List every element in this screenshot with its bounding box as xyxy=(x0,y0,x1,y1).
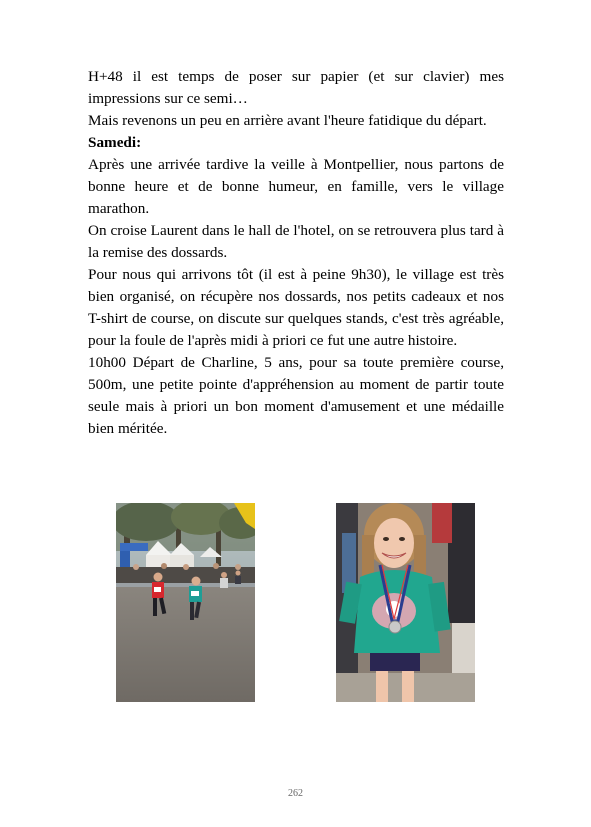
paragraph-laurent: On croise Laurent dans le hall de l'hotel, on se retrouvera plus tard à la remise des dossards. xyxy=(88,222,504,261)
photo-girl-medal xyxy=(336,503,475,702)
page-number: 262 xyxy=(288,788,303,799)
paragraph-village: Pour nous qui arrivons tôt (il est à peine 9h30), le village est très bien organisé, on récupère nos dossards, nos petits cadeaux et nos T-shirt de course, on discute sur quelques stands, c'est très agréable, pour la foule de l'après midi à priori ce fut une autre histoire. xyxy=(88,266,504,349)
photo-kids-race-image xyxy=(116,503,255,702)
photo-girl-medal-image xyxy=(336,503,475,702)
photo-kids-race xyxy=(116,503,255,702)
paragraph-charline: 10h00 Départ de Charline, 5 ans, pour sa toute première course, 500m, une petite pointe d'appréhension au moment de partir toute seule mais à priori un bon moment d'amusement et une médaille bien méritée. xyxy=(88,354,504,437)
paragraph-arrival: Après une arrivée tardive la veille à Montpellier, nous partons de bonne heure et de bonne humeur, en famille, vers le village marathon. xyxy=(88,156,504,217)
section-heading-samedi: Samedi: xyxy=(88,134,142,151)
paragraph-back: Mais revenons un peu en arrière avant l'heure fatidique du départ. xyxy=(88,112,487,129)
paragraph-intro: H+48 il est temps de poser sur papier (et sur clavier) mes impressions sur ce semi… xyxy=(88,68,504,107)
body-text xyxy=(88,66,504,440)
